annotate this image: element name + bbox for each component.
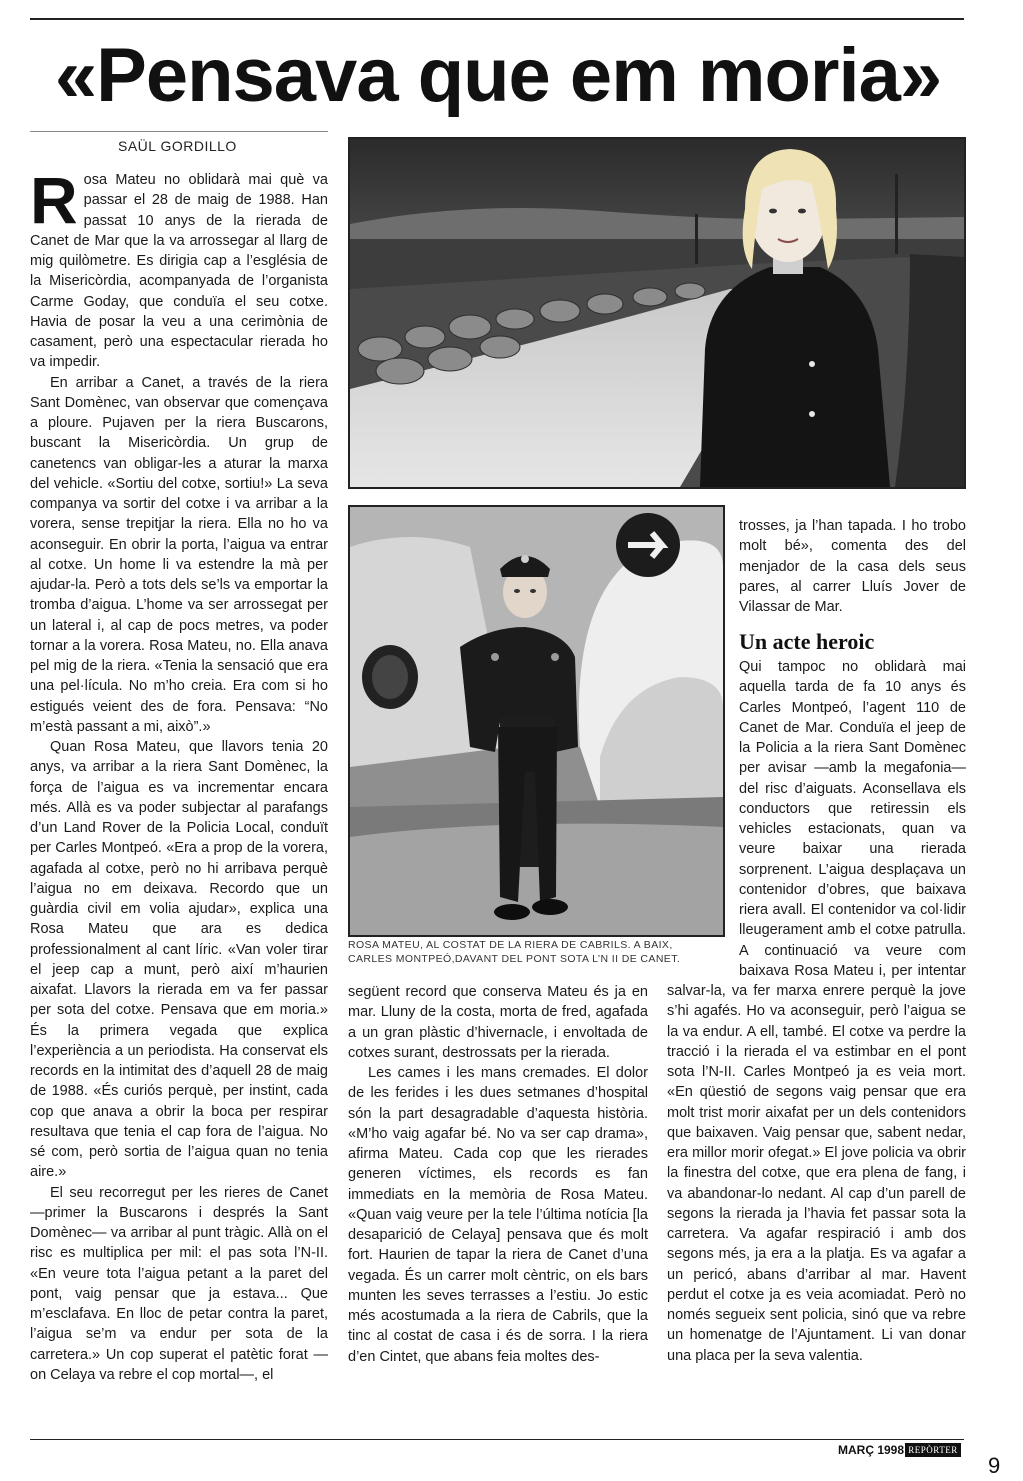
bottom-rule xyxy=(30,1439,964,1440)
caption-line: ROSA MATEU, AL COSTAT DE LA RIERA DE CABRILS. A BAIX, xyxy=(348,939,673,951)
text-column-3 xyxy=(739,516,966,661)
drop-cap: R xyxy=(30,163,78,237)
byline: SAÜL GORDILLO xyxy=(118,138,237,154)
page-number: 9 xyxy=(988,1453,1001,1478)
footer-issue-date: MARÇ 1998 xyxy=(838,1443,905,1457)
paragraph: Rosa Mateu no oblidarà mai què va passar el 28 de maig de 1988. Han passat 10 anys de la rierada de Canet de Mar que la va arrossegar al llarg de mig quilòmetre. Es dirigia cap a l’església de la Misericòrdia, acompanyada de l’organista Carme Goday, que conduïa el seu cotxe. Havia de posar la veu a una cerimònia de casament, però una espectacular rierada ho va impedir. xyxy=(30,163,328,371)
photo-rosa-mateu-image xyxy=(350,139,964,487)
headline: «Pensava que em moria» xyxy=(54,33,942,118)
photo-caption xyxy=(348,938,698,966)
subheading: Un acte heroic xyxy=(739,629,875,655)
paragraph: Qui tampoc no oblidarà mai aquella tarda de fa 10 anys és Carles Montpeó, l’agent 110 de Canet de Mar. Conduïa el jeep de la Policia a la riera Sant Domènec per avisar —amb la megafonia— del risc d’aiguats. Aconsellava els conductors que retiressin els vehicles estacionats, quan va veure baixar una rierada sorprenent. L’aigua desplaçava un contenidor d’obres, que baixava riera avall. El contenidor va col·lidir lleugerament amb el cotxe patrulla. A continuació va veure com baixava Rosa Mateu i, per intentar salvar-la, va fer marxa enrere perquè la jove s’hi agafés. Ho va aconseguir, però l’aigua se la va endur. A ell, també. El cotxe va perdre la tracció i la rierada el va estimbar en el pont sota l’N-II. Carles Montpeó ja es veia mort. «En qüestió de segons vaig pensar que era molt trist morir aixafat per un dels contenidors que baixaven. Vaig pensar que, sabent nedar, era millor morir ofegat.» El jove policia va obrir la finestra del cotxe, que era plena de fang, i va abandonar-lo nedant. Al cap d’un parell de segons la rierada ja l’havia fet passar sota la carretera. Va agafar respiració i amb dos segons més, ja era a la platja. Es va agafar a un pericó, abans d’arribar al mar. Havent perdut el cotxe ja es veia acomiadat. Però no només segueix sent policia, sinó que va rebre un homenatge de l’Ajuntament. Li van donar una placa per la seva valentia. xyxy=(667,659,966,1364)
column-3-indent-spacer xyxy=(667,657,739,981)
paragraph: En arribar a Canet, a través de la riera Sant Domènec, van observar que començava a ploure. Pujaven per la riera Buscarons, buscant la Misericòrdia. Un grup de canetencs van obligar-les a aturar la marxa del vehicle. «Sortiu del cotxe, sortiu!» La seva companya va sortir del cotxe i va arribar a la vorera, sense trepitjar la riera. Ella no ho va aconseguir. En obrir la porta, l’aigua va entrar al cotxe. Un home li va estendre la mà per ajudar-la. Però a tots dels se’ls va emportar la tromba d’aigua. L’home va ser arrossegat per un lateral i, al cap de pocs metres, va poder tornar a la vorera. Rosa Mateu, no. Ella anava pel mig de la riera. «Tenia la sensació que era una pel·lícula. No m’ho creia. Era com si ho estigués veient des de fora. Pensava: “No m’està passant a mi, això”.» xyxy=(30,374,328,735)
paragraph: El seu recorregut per les rieres de Canet —primer la Buscarons i després la Sant Domènec— va arribar al punt tràgic. Allà on el risc es multiplica per mil: el pas sota l’N-II. «En veure tota l’aigua petant a la paret del pont, vaig pensar que ja estava... Que m’esclafava. En lloc de petar contra la paret, l’aigua se’m va endur per sota de la carretera.» Un cop superat el patètic forat —on Celaya va rebre el cop mortal—, el xyxy=(30,1184,328,1383)
paragraph: Quan Rosa Mateu, que llavors tenia 20 anys, va arribar a la riera Sant Domènec, la força de l’aigua es va incrementar encara més. Allà es va poder subjectar al parafangs d’un Land Rover de la Policia Local, conduït per Carles Montpeó. «Era a prop de la vorera, agafada al cotxe, però no hi arribava perquè l’aigua no em deixava. Recordo que un guàrdia civil em volia ajudar», explica una Rosa Mateu que ara es dedica professionalment al cant líric. «Van voler tirar el jeep cap a munt, però així m’haurien aixafat. Llavors la rierada em va fer passar per sota del cotxe. Pensava que em moria.» És la primera vegada que explica l’experiència a un periodista. Ha conservat els records en la intimitat des d’aquell 28 de maig de 1988. «És curiós perquè, per instint, cada cop que anava a obrir la boca per respirar resultava que tenia el cap fora de l’aigua. No sé com, però sortia de l’aigua quan no tenia aire.» xyxy=(30,739,328,1181)
text-column-3-body xyxy=(667,657,966,1366)
magazine-logo: REPÒRTER xyxy=(905,1443,961,1457)
byline-rule xyxy=(30,131,328,132)
paragraph: següent record que conserva Mateu és ja en mar. Lluny de la costa, morta de fred, agafada a un gran plàstic d’hivernacle, i envoltada de cotxes surant, destrossats per la rierada. xyxy=(348,984,648,1061)
paragraph: Les cames i les mans cremades. El dolor de les ferides i les dues setmanes d’hospital són la part desagradable d’aquesta història. «M’ho vaig agafar bé. No va ser cap drama», afirma Mateu. Cada cop que les rierades generen víctimes, els records es fan immediats en la memòria de Rosa Mateu. «Quan vaig veure per la tele l’última notícia [la desaparició de Celaya] pensava que és molt fort. Haurien de tapar la riera de Canet d’una vegada. És un carrer molt cèntric, on els bars munten les seves terrasses a l’estiu. Jo estic més acostumada a la riera de Cabrils, que la tinc al costat de casa i és de sorra. I la riera d’en Cintet, que abans feia moltes des- xyxy=(348,1065,648,1365)
text-column-2 xyxy=(348,982,648,1367)
top-rule xyxy=(30,18,964,20)
photo-rosa-mateu xyxy=(348,137,966,489)
caption-line: CARLES MONTPEÓ,DAVANT DEL PONT SOTA L’N II DE CANET. xyxy=(348,953,681,965)
text-column-1 xyxy=(30,163,328,1385)
paragraph: trosses, ja l’han tapada. I ho trobo molt bé», comenta des del menjador de la casa dels seus pares, al carrer Lluís Jover de Vilassar de Mar. xyxy=(739,518,966,615)
